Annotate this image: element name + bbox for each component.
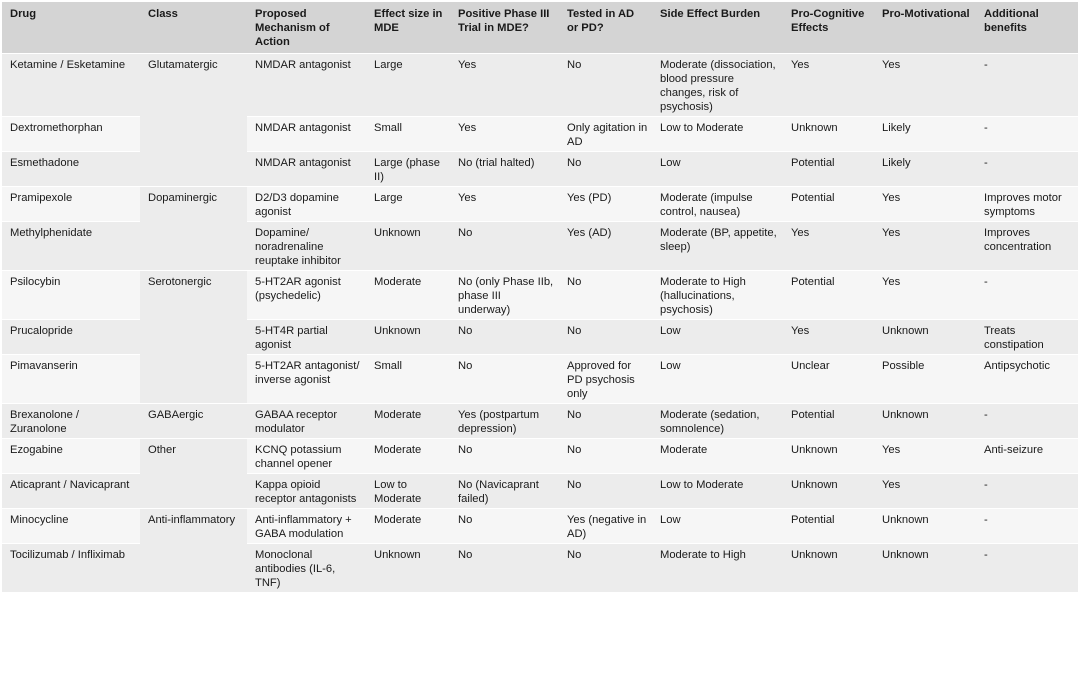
tested-cell: Yes (negative in AD) xyxy=(559,509,652,544)
motivational-cell: Yes xyxy=(874,474,976,509)
drug-cell: Pimavanserin xyxy=(2,355,140,404)
cognitive-cell: Potential xyxy=(783,509,874,544)
motivational-cell: Yes xyxy=(874,439,976,474)
tested-cell: Approved for PD psychosis only xyxy=(559,355,652,404)
mechanism-cell: NMDAR antagonist xyxy=(247,54,366,117)
tested-cell: No xyxy=(559,54,652,117)
table-header-row xyxy=(2,2,1078,54)
side-effects-cell: Moderate (dissociation, blood pressure changes, risk of psychosis) xyxy=(652,54,783,117)
side-effects-cell: Moderate (sedation, somnolence) xyxy=(652,404,783,439)
effect-size-cell: Moderate xyxy=(366,404,450,439)
motivational-cell: Yes xyxy=(874,222,976,271)
drug-cell: Tocilizumab / Infliximab xyxy=(2,544,140,593)
side-effects-cell: Moderate (impulse control, nausea) xyxy=(652,187,783,222)
column-header-effect-size: Effect size in MDE xyxy=(366,2,450,54)
cognitive-cell: Unknown xyxy=(783,474,874,509)
phase3-cell: Yes xyxy=(450,117,559,152)
side-effects-cell: Moderate xyxy=(652,439,783,474)
side-effects-cell: Low xyxy=(652,152,783,187)
benefits-cell: Improves motor symptoms xyxy=(976,187,1078,222)
drug-cell: Esmethadone xyxy=(2,152,140,187)
mechanism-cell: 5-HT2AR agonist (psychedelic) xyxy=(247,271,366,320)
cognitive-cell: Unclear xyxy=(783,355,874,404)
table-row xyxy=(2,404,1078,439)
cognitive-cell: Yes xyxy=(783,54,874,117)
phase3-cell: No xyxy=(450,320,559,355)
benefits-cell: - xyxy=(976,117,1078,152)
effect-size-cell: Low to Moderate xyxy=(366,474,450,509)
phase3-cell: No (Navicaprant failed) xyxy=(450,474,559,509)
tested-cell: No xyxy=(559,404,652,439)
benefits-cell: Antipsychotic xyxy=(976,355,1078,404)
drug-cell: Prucalopride xyxy=(2,320,140,355)
effect-size-cell: Unknown xyxy=(366,222,450,271)
table-row xyxy=(2,439,1078,474)
cognitive-cell: Unknown xyxy=(783,117,874,152)
drug-cell: Psilocybin xyxy=(2,271,140,320)
cognitive-cell: Potential xyxy=(783,187,874,222)
cognitive-cell: Yes xyxy=(783,320,874,355)
column-header-phase3: Positive Phase III Trial in MDE? xyxy=(450,2,559,54)
motivational-cell: Likely xyxy=(874,152,976,187)
effect-size-cell: Moderate xyxy=(366,439,450,474)
side-effects-cell: Low xyxy=(652,355,783,404)
side-effects-cell: Low to Moderate xyxy=(652,117,783,152)
mechanism-cell: NMDAR antagonist xyxy=(247,152,366,187)
class-cell: Anti-inflammatory xyxy=(140,509,247,593)
effect-size-cell: Unknown xyxy=(366,320,450,355)
effect-size-cell: Moderate xyxy=(366,271,450,320)
phase3-cell: No (trial halted) xyxy=(450,152,559,187)
effect-size-cell: Large (phase II) xyxy=(366,152,450,187)
drug-cell: Ketamine / Esketamine xyxy=(2,54,140,117)
motivational-cell: Likely xyxy=(874,117,976,152)
side-effects-cell: Moderate (BP, appetite, sleep) xyxy=(652,222,783,271)
phase3-cell: No xyxy=(450,222,559,271)
phase3-cell: No (only Phase IIb, phase III underway) xyxy=(450,271,559,320)
tested-cell: Yes (PD) xyxy=(559,187,652,222)
table-row xyxy=(2,509,1078,544)
class-cell: Serotonergic xyxy=(140,271,247,404)
mechanism-cell: GABAA receptor modulator xyxy=(247,404,366,439)
tested-cell: Yes (AD) xyxy=(559,222,652,271)
drug-cell: Brexanolone / Zuranolone xyxy=(2,404,140,439)
column-header-mechanism: Proposed Mechanism of Action xyxy=(247,2,366,54)
benefits-cell: - xyxy=(976,544,1078,593)
phase3-cell: Yes xyxy=(450,54,559,117)
column-header-benefits: Additional benefits xyxy=(976,2,1078,54)
benefits-cell: - xyxy=(976,509,1078,544)
drug-cell: Ezogabine xyxy=(2,439,140,474)
motivational-cell: Unknown xyxy=(874,404,976,439)
benefits-cell: - xyxy=(976,54,1078,117)
drug-cell: Pramipexole xyxy=(2,187,140,222)
benefits-cell: Treats constipation xyxy=(976,320,1078,355)
benefits-cell: Anti-seizure xyxy=(976,439,1078,474)
cognitive-cell: Unknown xyxy=(783,544,874,593)
table-body xyxy=(2,54,1078,593)
motivational-cell: Yes xyxy=(874,54,976,117)
tested-cell: Only agitation in AD xyxy=(559,117,652,152)
cognitive-cell: Potential xyxy=(783,404,874,439)
column-header-class: Class xyxy=(140,2,247,54)
motivational-cell: Unknown xyxy=(874,544,976,593)
benefits-cell: - xyxy=(976,404,1078,439)
mechanism-cell: D2/D3 dopamine agonist xyxy=(247,187,366,222)
effect-size-cell: Unknown xyxy=(366,544,450,593)
phase3-cell: No xyxy=(450,355,559,404)
phase3-cell: Yes xyxy=(450,187,559,222)
tested-cell: No xyxy=(559,271,652,320)
mechanism-cell: Dopamine/ noradrenaline reuptake inhibitor xyxy=(247,222,366,271)
mechanism-cell: KCNQ potassium channel opener xyxy=(247,439,366,474)
drug-cell: Methylphenidate xyxy=(2,222,140,271)
mechanism-cell: 5-HT4R partial agonist xyxy=(247,320,366,355)
motivational-cell: Yes xyxy=(874,187,976,222)
effect-size-cell: Small xyxy=(366,355,450,404)
drug-cell: Aticaprant / Navicaprant xyxy=(2,474,140,509)
table-row xyxy=(2,271,1078,320)
tested-cell: No xyxy=(559,439,652,474)
tested-cell: No xyxy=(559,474,652,509)
side-effects-cell: Low xyxy=(652,509,783,544)
motivational-cell: Possible xyxy=(874,355,976,404)
phase3-cell: No xyxy=(450,509,559,544)
tested-cell: No xyxy=(559,544,652,593)
benefits-cell: - xyxy=(976,271,1078,320)
motivational-cell: Yes xyxy=(874,271,976,320)
effect-size-cell: Moderate xyxy=(366,509,450,544)
motivational-cell: Unknown xyxy=(874,320,976,355)
tested-cell: No xyxy=(559,320,652,355)
mechanism-cell: Kappa opioid receptor antagonists xyxy=(247,474,366,509)
table-row xyxy=(2,54,1078,117)
side-effects-cell: Moderate to High xyxy=(652,544,783,593)
motivational-cell: Unknown xyxy=(874,509,976,544)
drug-cell: Dextromethorphan xyxy=(2,117,140,152)
drug-comparison-table xyxy=(2,2,1078,592)
benefits-cell: - xyxy=(976,152,1078,187)
column-header-motivational: Pro-Motivational xyxy=(874,2,976,54)
class-cell: GABAergic xyxy=(140,404,247,439)
class-cell: Dopaminergic xyxy=(140,187,247,271)
side-effects-cell: Moderate to High (hallucinations, psychosis) xyxy=(652,271,783,320)
phase3-cell: No xyxy=(450,544,559,593)
side-effects-cell: Low to Moderate xyxy=(652,474,783,509)
mechanism-cell: 5-HT2AR antagonist/ inverse agonist xyxy=(247,355,366,404)
class-cell: Glutamatergic xyxy=(140,54,247,187)
benefits-cell: - xyxy=(976,474,1078,509)
mechanism-cell: NMDAR antagonist xyxy=(247,117,366,152)
cognitive-cell: Potential xyxy=(783,152,874,187)
tested-cell: No xyxy=(559,152,652,187)
column-header-drug: Drug xyxy=(2,2,140,54)
column-header-tested: Tested in AD or PD? xyxy=(559,2,652,54)
class-cell: Other xyxy=(140,439,247,509)
cognitive-cell: Potential xyxy=(783,271,874,320)
phase3-cell: Yes (postpartum depression) xyxy=(450,404,559,439)
column-header-cognitive: Pro-Cognitive Effects xyxy=(783,2,874,54)
side-effects-cell: Low xyxy=(652,320,783,355)
mechanism-cell: Monoclonal antibodies (IL-6, TNF) xyxy=(247,544,366,593)
cognitive-cell: Yes xyxy=(783,222,874,271)
effect-size-cell: Large xyxy=(366,54,450,117)
cognitive-cell: Unknown xyxy=(783,439,874,474)
column-header-side-effects: Side Effect Burden xyxy=(652,2,783,54)
effect-size-cell: Large xyxy=(366,187,450,222)
benefits-cell: Improves concentration xyxy=(976,222,1078,271)
drug-cell: Minocycline xyxy=(2,509,140,544)
phase3-cell: No xyxy=(450,439,559,474)
effect-size-cell: Small xyxy=(366,117,450,152)
table-row xyxy=(2,187,1078,222)
mechanism-cell: Anti-inflammatory + GABA modulation xyxy=(247,509,366,544)
